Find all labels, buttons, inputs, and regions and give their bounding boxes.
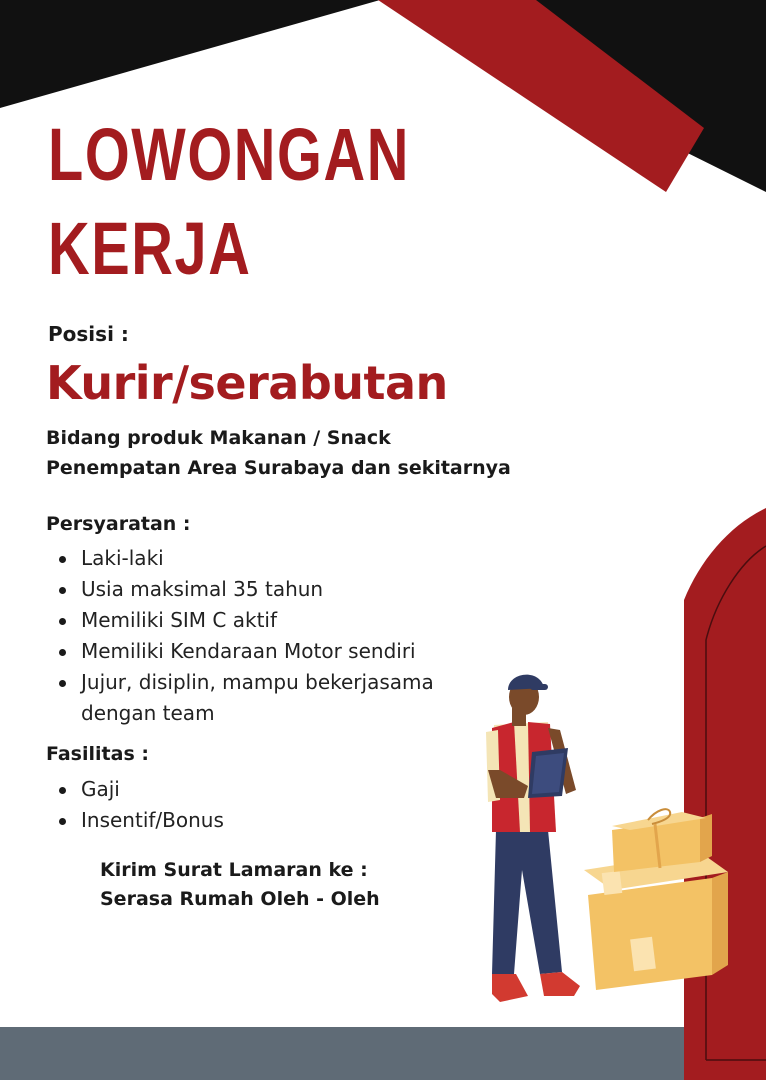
requirement-item: Memiliki Kendaraan Motor sendiri: [46, 636, 434, 667]
facility-item: Insentif/Bonus: [46, 805, 224, 836]
contact-line-2: Serasa Rumah Oleh - Oleh: [100, 888, 380, 910]
requirement-item: Usia maksimal 35 tahun: [46, 574, 434, 605]
placement-text: Penempatan Area Surabaya dan sekitarnya: [46, 457, 511, 479]
requirement-item: Memiliki SIM C aktif: [46, 605, 434, 636]
requirement-item-continuation: dengan team: [81, 701, 215, 725]
facility-item: Gaji: [46, 774, 224, 805]
field-text: Bidang produk Makanan / Snack: [46, 427, 391, 449]
requirements-list: [46, 543, 434, 729]
facilities-list: [46, 774, 224, 836]
position-title: Kurir/serabutan: [46, 356, 448, 410]
position-label: Posisi :: [48, 322, 129, 346]
requirement-item: Jujur, disiplin, mampu bekerjasama: [46, 667, 434, 698]
courier-figure: [486, 675, 580, 1002]
facilities-heading: Fasilitas :: [46, 743, 149, 765]
poster-title: [48, 108, 410, 296]
requirements-heading: Persyaratan :: [46, 513, 191, 535]
contact-line-1: Kirim Surat Lamaran ke :: [100, 859, 368, 881]
requirement-item: Laki-laki: [46, 543, 434, 574]
title-line-1: LOWONGAN: [48, 113, 410, 196]
title-line-2: KERJA: [48, 207, 252, 290]
